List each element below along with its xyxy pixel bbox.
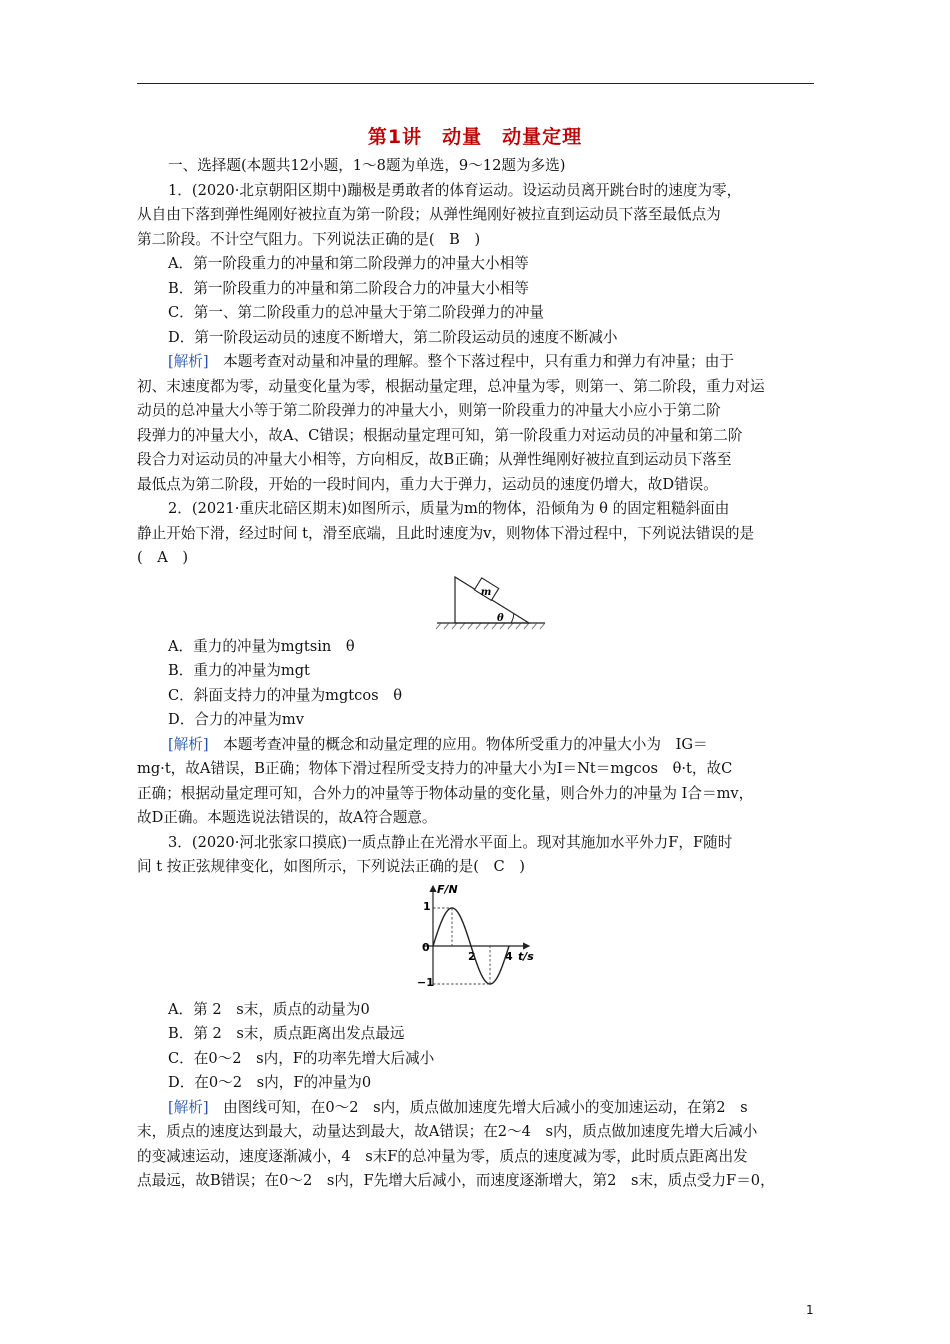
ground-hatching xyxy=(436,623,545,629)
q2-explanation-line: 故D正确。本题选说法错误的，故A符合题意。 xyxy=(137,809,437,826)
q2-explanation-line: 正确；根据动量定理可知，合外力的冲量等于物体动量的变化量，则合外力的冲量为 I合＝mv， xyxy=(137,784,754,802)
q2-option-a: A．重力的冲量为mgtsin θ xyxy=(168,637,355,655)
q3-option-c: C．在0～2 s内，F的功率先增大后减小 xyxy=(168,1049,435,1067)
x-tick-4: 4 xyxy=(505,949,513,963)
q1-option-d: D．第一阶段运动员的速度不断增大，第二阶段运动员的速度不断减小 xyxy=(168,328,618,346)
page-number: 1 xyxy=(806,1303,814,1317)
angle-arc xyxy=(511,613,514,623)
force-time-chart xyxy=(137,880,814,998)
document-body xyxy=(137,154,814,1194)
q3-explanation-line: 点最远，故B错误；在0～2 s内，F先增大后减小，而速度逐渐增大，第2 s末，质点受力F＝0， xyxy=(137,1172,775,1189)
q1-explanation-line: 初、末速度都为零，动量变化量为零，根据动量定理，总冲量为零，则第一、第二阶段，重力对运 xyxy=(137,377,765,395)
q3-line-2: 间 t 按正弦规律变化，如图所示，下列说法正确的是( C ) xyxy=(137,858,525,875)
y-tick-pos: 1 xyxy=(423,899,431,913)
q3-explanation-line: 末，质点的速度达到最大，动量达到最大，故A错误；在2～4 s内，质点做加速度先增大后减小 xyxy=(137,1123,758,1140)
q1-explanation-text: 本题考查对动量和冲量的理解。整个下落过程中，只有重力和弹力有冲量；由于 xyxy=(208,353,734,370)
q2-option-b: B．重力的冲量为mgt xyxy=(168,662,310,679)
q3-option-a: A．第 2 s末，质点的动量为0 xyxy=(168,1000,370,1018)
q1-option-b: B．第一阶段重力的冲量和第二阶段合力的冲量大小相等 xyxy=(168,279,529,297)
q3-explanation-text: 由图线可知，在0～2 s内，质点做加速度先增大后减小的变加速运动，在第2 s xyxy=(208,1098,748,1116)
q3-explanation-first xyxy=(137,1096,814,1121)
force-time-figure xyxy=(137,880,814,998)
q3-line-1: 3．(2020·河北张家口摸底)一质点静止在光滑水平面上。现对其施加水平外力F，F随时 xyxy=(168,833,733,851)
explanation-label: [解析] xyxy=(168,353,209,370)
header-rule xyxy=(137,83,814,84)
q3-explanation-line: 的变减速运动，速度逐渐减小，4 s末F的总冲量为零，质点的速度减为零，此时质点距离出发 xyxy=(137,1147,748,1165)
section-heading: 一、选择题(本题共12小题，1～8题为单选，9～12题为多选) xyxy=(168,157,566,174)
q2-explanation-line: mg·t，故A错误，B正确；物体下滑过程所受支持力的冲量大小为I＝Nt＝mgcos θ·t，故C xyxy=(137,760,733,777)
q1-explanation-line: 最低点为第二阶段，开始的一段时间内，重力大于弹力，运动员的速度仍增大，故D错误。 xyxy=(137,475,718,493)
force-data-point xyxy=(461,918,462,919)
q3-option-d: D．在0～2 s内，F的冲量为0 xyxy=(168,1074,372,1091)
incline-figure xyxy=(137,571,814,635)
q2-explanation-first xyxy=(137,733,814,758)
force-data-point xyxy=(470,945,471,946)
q1-explanation-first xyxy=(137,350,814,375)
force-data-point xyxy=(432,945,433,946)
q1-explanation-line: 动员的总冲量大小等于第二阶段弹力的冲量大小，则第一阶段重力的冲量大小应小于第二阶 xyxy=(137,402,721,419)
q1-explanation-line: 段合力对运动员的冲量大小相等，方向相反，故B正确；从弹性绳刚好被拉直到运动员下落至 xyxy=(137,451,732,468)
mass-label: m xyxy=(480,586,492,598)
q1-line-1: 1．(2020·北京朝阳区期中)蹦极是勇敢者的体育运动。设运动员离开跳台时的速度为零， xyxy=(168,181,742,199)
q2-line-3: ( A ) xyxy=(137,549,189,566)
origin-label: 0 xyxy=(422,940,430,954)
q1-option-c: C．第一、第二阶段重力的总冲量大于第二阶段弹力的冲量 xyxy=(168,304,545,321)
q1-line-3: 第二阶段。不计空气阻力。下列说法正确的是( B ) xyxy=(137,230,481,248)
force-data-point xyxy=(442,918,443,919)
q1-explanation-line: 段弹力的冲量大小，故A、C错误；根据动量定理可知，第一阶段重力对运动员的冲量和第二阶 xyxy=(137,426,743,444)
y-axis-label: F/N xyxy=(437,882,458,896)
q2-line-1: 2．(2021·重庆北碚区期末)如图所示，质量为m的物体，沿倾角为 θ 的固定粗糙斜面由 xyxy=(168,500,730,517)
explanation-label: [解析] xyxy=(168,735,209,753)
force-data-point xyxy=(508,945,509,946)
explanation-label: [解析] xyxy=(168,1098,209,1116)
q2-explanation-text: 本题考查冲量的概念和动量定理的应用。物体所受重力的冲量大小为 IG＝ xyxy=(208,735,708,753)
q2-option-c: C．斜面支持力的冲量为mgtcos θ xyxy=(168,686,402,704)
q2-option-d: D．合力的冲量为mv xyxy=(168,711,304,728)
force-data-point xyxy=(499,972,500,973)
incline-diagram xyxy=(137,571,814,635)
x-axis-label: t/s xyxy=(518,949,534,963)
force-data-point xyxy=(480,972,481,973)
q1-option-a: A．第一阶段重力的冲量和第二阶段弹力的冲量大小相等 xyxy=(168,255,529,272)
q2-line-2: 静止开始下滑，经过时间 t，滑至底端，且此时速度为v，则物体下滑过程中，下列说法错误的是 xyxy=(137,524,755,542)
x-tick-2: 2 xyxy=(468,949,476,963)
q3-option-b: B．第 2 s末，质点距离出发点最远 xyxy=(168,1025,405,1042)
angle-label: θ xyxy=(497,612,504,624)
y-tick-neg: −1 xyxy=(417,975,434,989)
page-title: 第1讲 动量 动量定理 xyxy=(367,126,583,148)
q1-line-2: 从自由下落到弹性绳刚好被拉直为第一阶段；从弹性绳刚好被拉直到运动员下落至最低点为 xyxy=(137,206,721,223)
